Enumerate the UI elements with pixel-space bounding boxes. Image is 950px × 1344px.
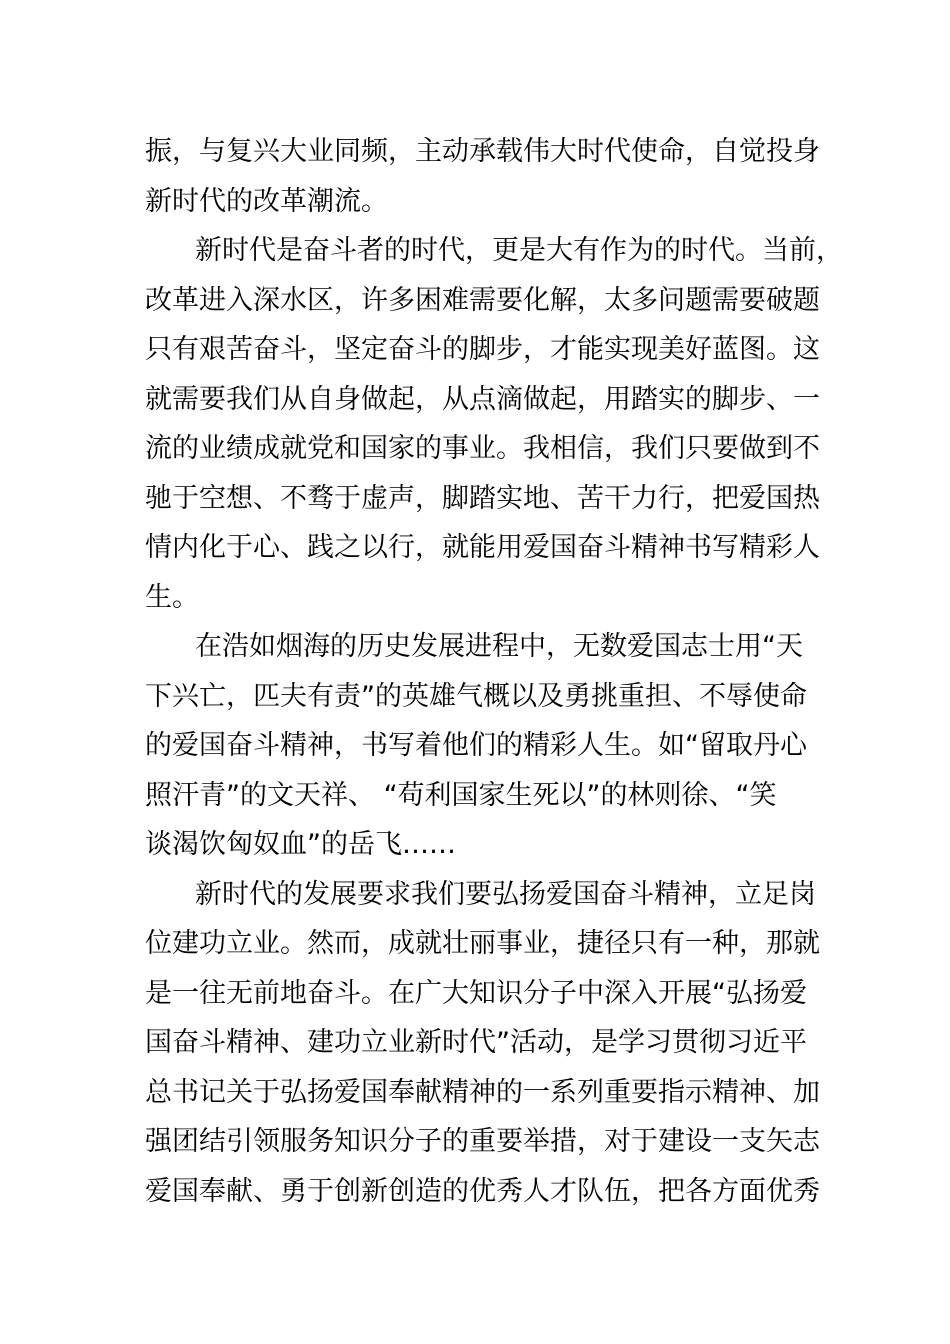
paragraph-line: 新时代是奋斗者的时代，更是大有作为的时代。当前， [195,235,843,266]
paragraph-line: 谈渴饮匈奴血”的岳飞…… [145,829,456,860]
paragraph-line: 位建功立业。然而，成就壮丽事业，捷径只有一种，那就 [145,928,820,959]
paragraph-line: 新时代的改革潮流。 [145,185,388,217]
paragraph-line: 是一往无前地奋斗。在广大知识分子中深入开展“弘扬爱 [145,977,807,1009]
paragraph-3 [145,622,825,870]
paragraph-line: 总书记关于弘扬爱国奉献精神的一系列重要指示精神、加 [145,1076,820,1108]
paragraph-line: 照汗青”的文天祥、 “苟利国家生死以”的林则徐、“笑 [145,779,777,811]
document-body [145,127,843,1216]
paragraph-line: 驰于空想、不骛于虚声，脚踏实地、苦干力行，把爱国热 [145,482,820,514]
paragraph-4 [145,870,825,1217]
paragraph-line: 下兴亡，匹夫有责”的英雄气概以及勇挑重担、不辱使命 [145,680,807,712]
paragraph-2 [145,226,843,622]
paragraph-line: 在浩如烟海的历史发展进程中，无数爱国志士用“天 [195,631,803,662]
paragraph-line: 流的业绩成就党和国家的事业。我相信，我们只要做到不 [145,433,820,464]
paragraph-line: 振，与复兴大业同频，主动承载伟大时代使命，自觉投身 [145,136,820,167]
paragraph-line: 就需要我们从自身做起，从点滴做起，用踏实的脚步、一 [145,383,820,415]
paragraph-line: 新时代的发展要求我们要弘扬爱国奋斗精神，立足岗 [195,878,816,910]
paragraph-line: 强团结引领服务知识分子的重要举措，对于建设一支矢志 [145,1126,820,1157]
paragraph-1 [145,127,825,226]
paragraph-line: 爱国奉献、勇于创新创造的优秀人才队伍，把各方面优秀 [145,1175,820,1207]
paragraph-line: 改革进入深水区，许多困难需要化解，太多问题需要破题 [145,284,820,316]
paragraph-line: 的爱国奋斗精神，书写着他们的精彩人生。如“留取丹心 [145,730,807,761]
paragraph-line: 国奋斗精神、建功立业新时代”活动，是学习贯彻习近平 [145,1027,807,1058]
paragraph-line: 只有艰苦奋斗，坚定奋斗的脚步，才能实现美好蓝图。这 [145,334,820,365]
paragraph-line: 情内化于心、践之以行，就能用爱国奋斗精神书写精彩人 [145,532,820,563]
paragraph-line: 生。 [145,581,199,613]
